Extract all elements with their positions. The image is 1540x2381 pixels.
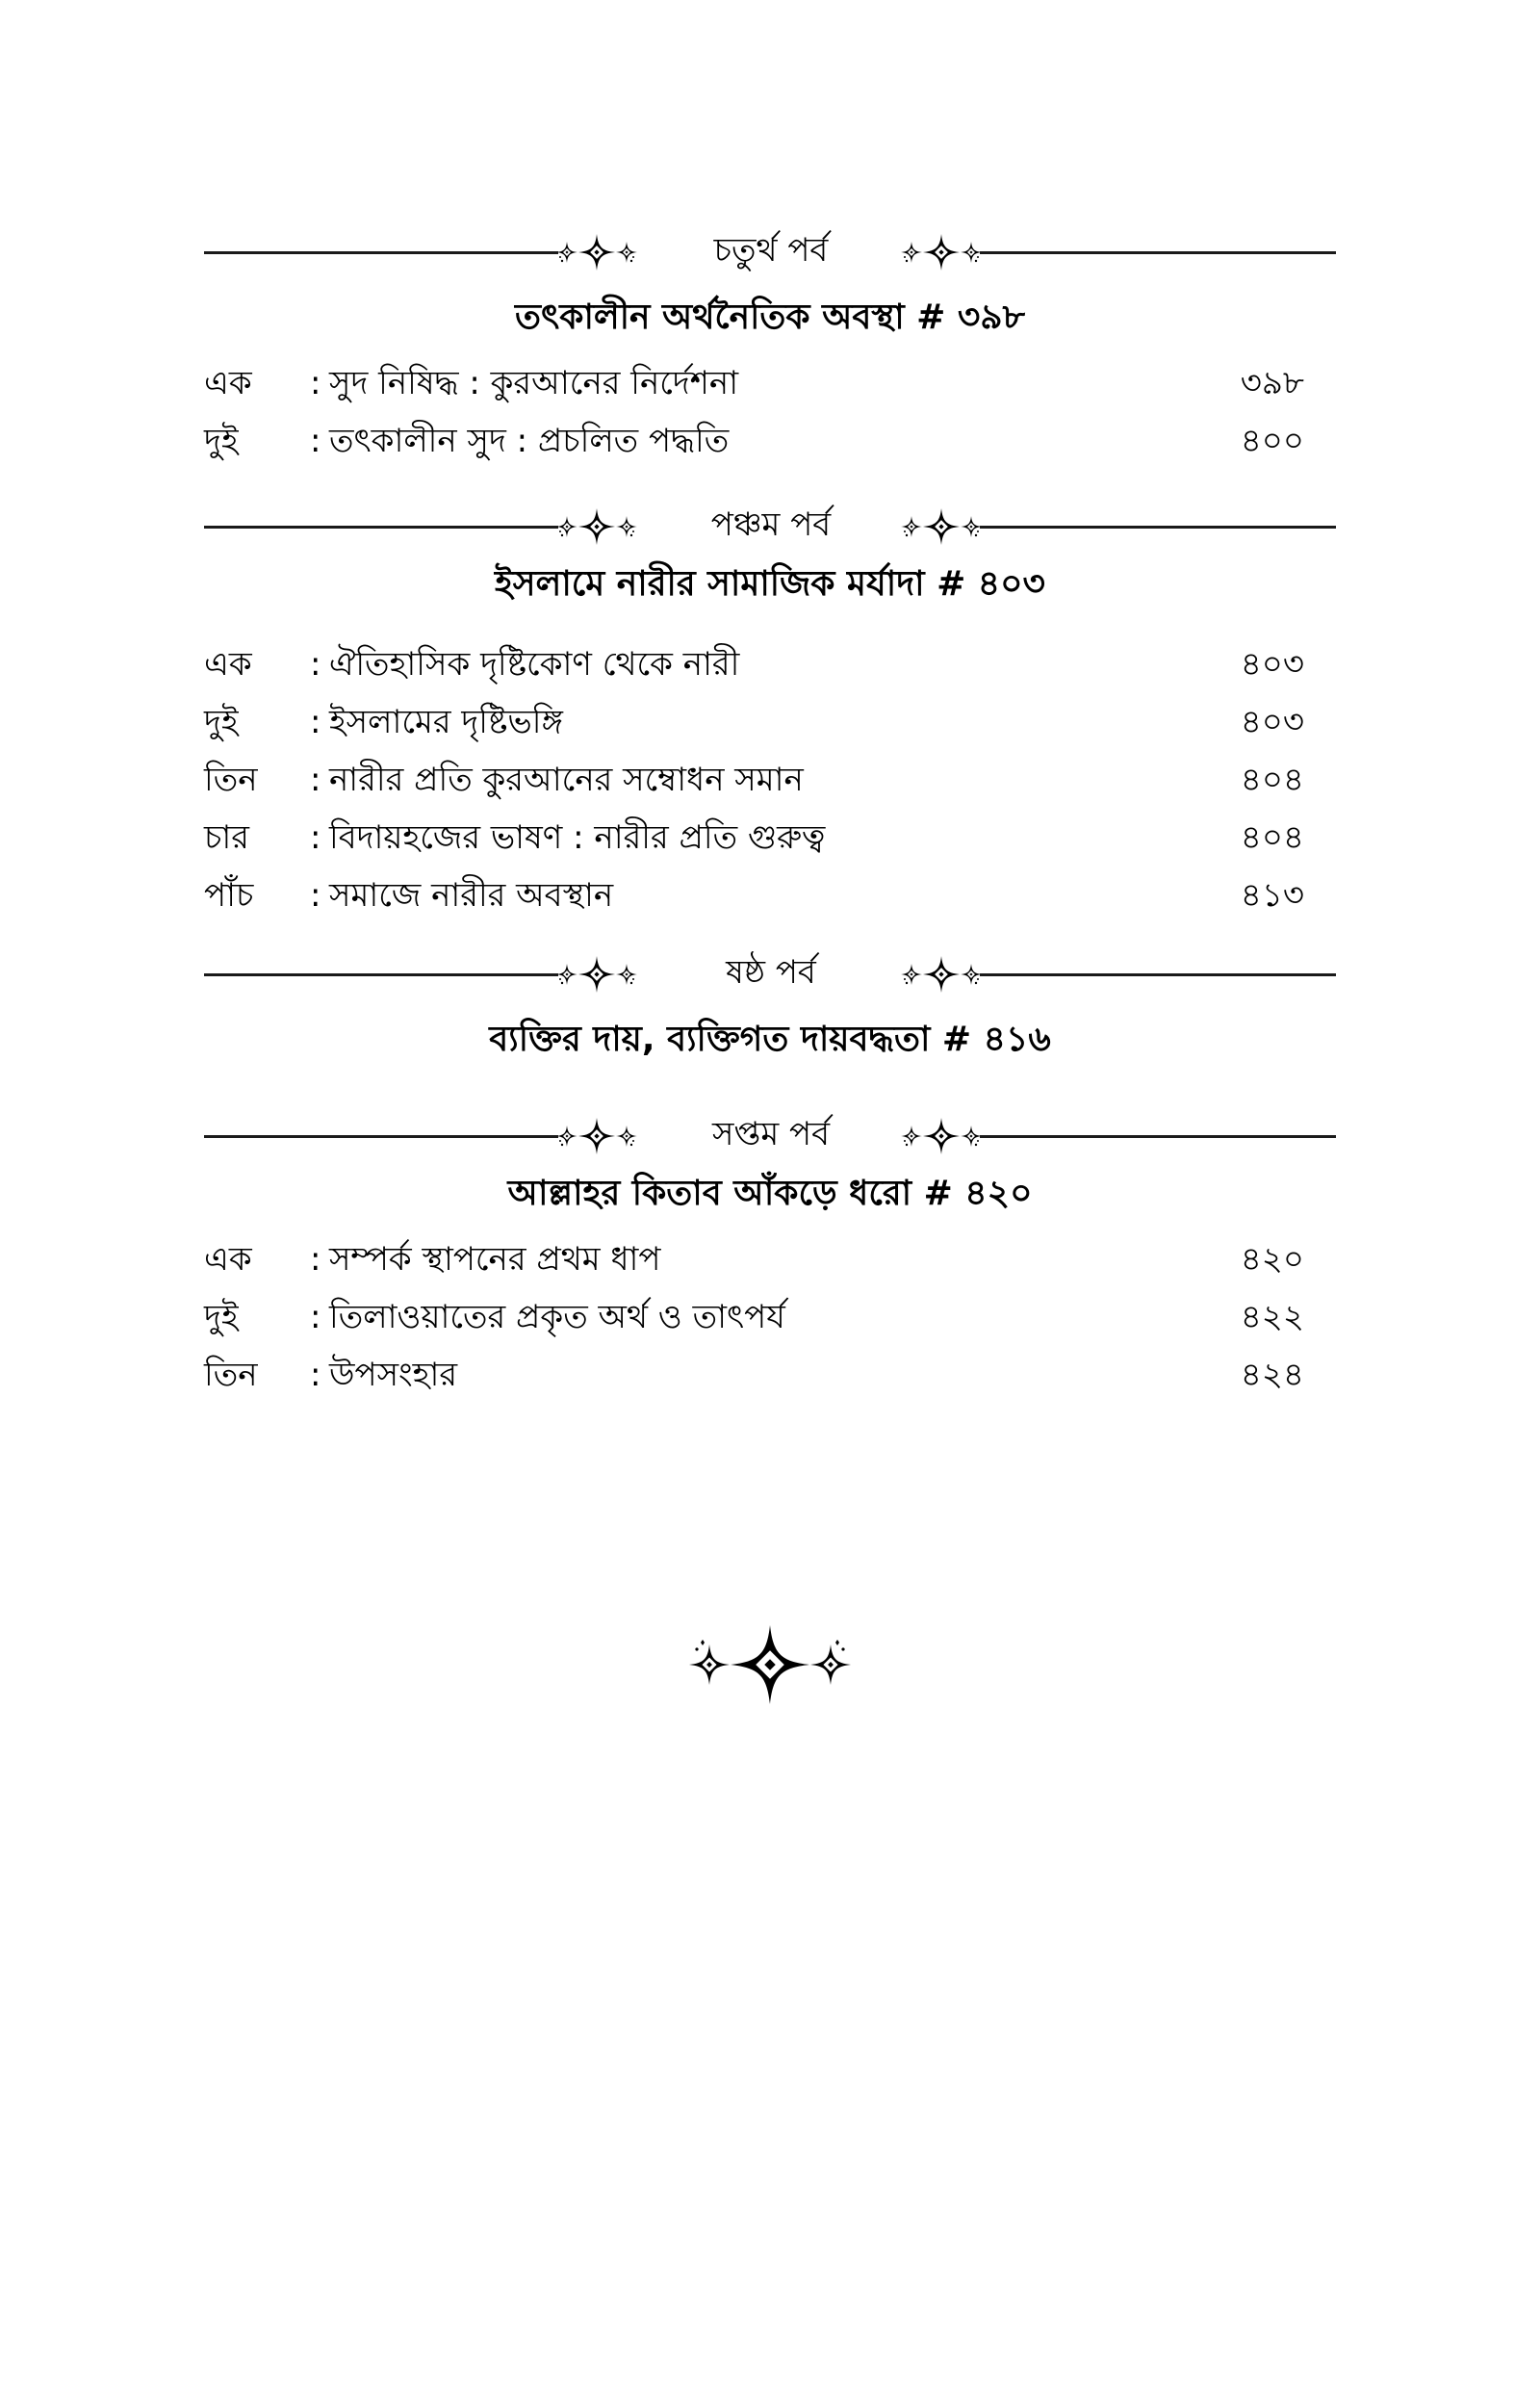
entry-number: তিন bbox=[204, 761, 258, 799]
page-number: ৪১৩ bbox=[1240, 876, 1304, 915]
page-number: ৪০০ bbox=[1240, 422, 1304, 460]
entry-title: নারীর প্রতি কুরআনের সম্বোধন সমান bbox=[329, 761, 804, 799]
entry-title: ঐতিহাসিক দৃষ্টিকোণ থেকে নারী bbox=[329, 645, 740, 684]
entry-title: ইসলামের দৃষ্টিভঙ্গি bbox=[329, 703, 563, 741]
entry-title: সুদ নিষিদ্ধ : কুরআনের নির্দেশনা bbox=[329, 364, 739, 402]
divider-line bbox=[980, 1135, 1336, 1138]
toc-entry[interactable] bbox=[204, 1235, 1304, 1283]
toc-entry[interactable] bbox=[204, 871, 1304, 919]
page-number: ৪২০ bbox=[1240, 1240, 1304, 1279]
toc-entry[interactable] bbox=[204, 417, 1304, 465]
chapter-heading: তৎকালীন অর্থনৈতিক অবস্থা # ৩৯৮ bbox=[515, 298, 1025, 337]
star-ornament-icon bbox=[556, 1115, 637, 1157]
separator: : bbox=[310, 876, 321, 915]
part-divider bbox=[204, 223, 1336, 281]
part-label: চতুর্থ পর্ব bbox=[713, 231, 829, 270]
chapter-heading: ইসলামে নারীর সামাজিক মর্যাদা # ৪০৩ bbox=[495, 564, 1045, 604]
chapter-heading: আল্লাহর কিতাব আঁকড়ে ধরো # ৪২০ bbox=[507, 1174, 1033, 1213]
entry-number: পাঁচ bbox=[204, 876, 254, 915]
separator: : bbox=[310, 1356, 321, 1394]
page-number: ৪২২ bbox=[1240, 1298, 1304, 1336]
chapter-heading: ব্যক্তির দায়, ব্যক্তিগত দায়বদ্ধতা # ৪১৬ bbox=[489, 1020, 1051, 1059]
separator: : bbox=[310, 422, 321, 460]
part-label: ষষ্ঠ পর্ব bbox=[726, 953, 816, 992]
part-divider bbox=[204, 1107, 1336, 1165]
star-ornament-icon bbox=[901, 231, 982, 273]
divider-line bbox=[980, 251, 1336, 254]
page-number: ৪০৩ bbox=[1240, 703, 1304, 741]
star-ornament-icon bbox=[688, 1625, 852, 1704]
star-ornament-icon bbox=[901, 953, 982, 996]
entry-title: সম্পর্ক স্থাপনের প্রথম ধাপ bbox=[329, 1240, 661, 1279]
toc-entry[interactable] bbox=[204, 756, 1304, 804]
entry-number: এক bbox=[204, 364, 252, 402]
separator: : bbox=[310, 818, 321, 857]
star-ornament-icon bbox=[556, 953, 637, 996]
page-number: ৪০৪ bbox=[1240, 818, 1304, 857]
star-ornament-icon bbox=[901, 505, 982, 548]
divider-line bbox=[980, 973, 1336, 976]
entry-number: এক bbox=[204, 645, 252, 684]
divider-line bbox=[204, 251, 558, 254]
part-label: পঞ্চম পর্ব bbox=[710, 505, 832, 544]
divider-line bbox=[980, 526, 1336, 529]
toc-entry[interactable] bbox=[204, 1293, 1304, 1341]
entry-title: তিলাওয়াতের প্রকৃত অর্থ ও তাৎপর্য bbox=[329, 1298, 785, 1336]
entry-number: এক bbox=[204, 1240, 252, 1279]
toc-entry[interactable] bbox=[204, 359, 1304, 407]
divider-line bbox=[204, 526, 558, 529]
separator: : bbox=[310, 703, 321, 741]
entry-number: তিন bbox=[204, 1356, 258, 1394]
entry-title: তৎকালীন সুদ : প্রচলিত পদ্ধতি bbox=[329, 422, 730, 460]
toc-entry[interactable] bbox=[204, 698, 1304, 746]
entry-title: উপসংহার bbox=[329, 1356, 458, 1394]
toc-entry[interactable] bbox=[204, 640, 1304, 688]
entry-number: দুই bbox=[204, 703, 239, 741]
part-divider bbox=[204, 498, 1336, 556]
page-number: ৩৯৮ bbox=[1240, 364, 1304, 402]
page-number: ৪০৪ bbox=[1240, 761, 1304, 799]
separator: : bbox=[310, 645, 321, 684]
divider-line bbox=[204, 973, 558, 976]
entry-title: বিদায়হজের ভাষণ : নারীর প্রতি গুরুত্ব bbox=[329, 818, 826, 857]
entry-number: দুই bbox=[204, 422, 239, 460]
toc-entry[interactable] bbox=[204, 814, 1304, 862]
separator: : bbox=[310, 364, 321, 402]
separator: : bbox=[310, 1298, 321, 1336]
separator: : bbox=[310, 1240, 321, 1279]
star-ornament-icon bbox=[556, 505, 637, 548]
entry-number: চার bbox=[204, 818, 249, 857]
entry-title: সমাজে নারীর অবস্থান bbox=[329, 876, 614, 915]
part-divider bbox=[204, 945, 1336, 1003]
page-number: ৪০৩ bbox=[1240, 645, 1304, 684]
toc-entry[interactable] bbox=[204, 1351, 1304, 1399]
separator: : bbox=[310, 761, 321, 799]
entry-number: দুই bbox=[204, 1298, 239, 1336]
part-label: সপ্তম পর্ব bbox=[711, 1115, 831, 1153]
divider-line bbox=[204, 1135, 558, 1138]
page-number: ৪২৪ bbox=[1240, 1356, 1304, 1394]
star-ornament-icon bbox=[901, 1115, 982, 1157]
star-ornament-icon bbox=[556, 231, 637, 273]
